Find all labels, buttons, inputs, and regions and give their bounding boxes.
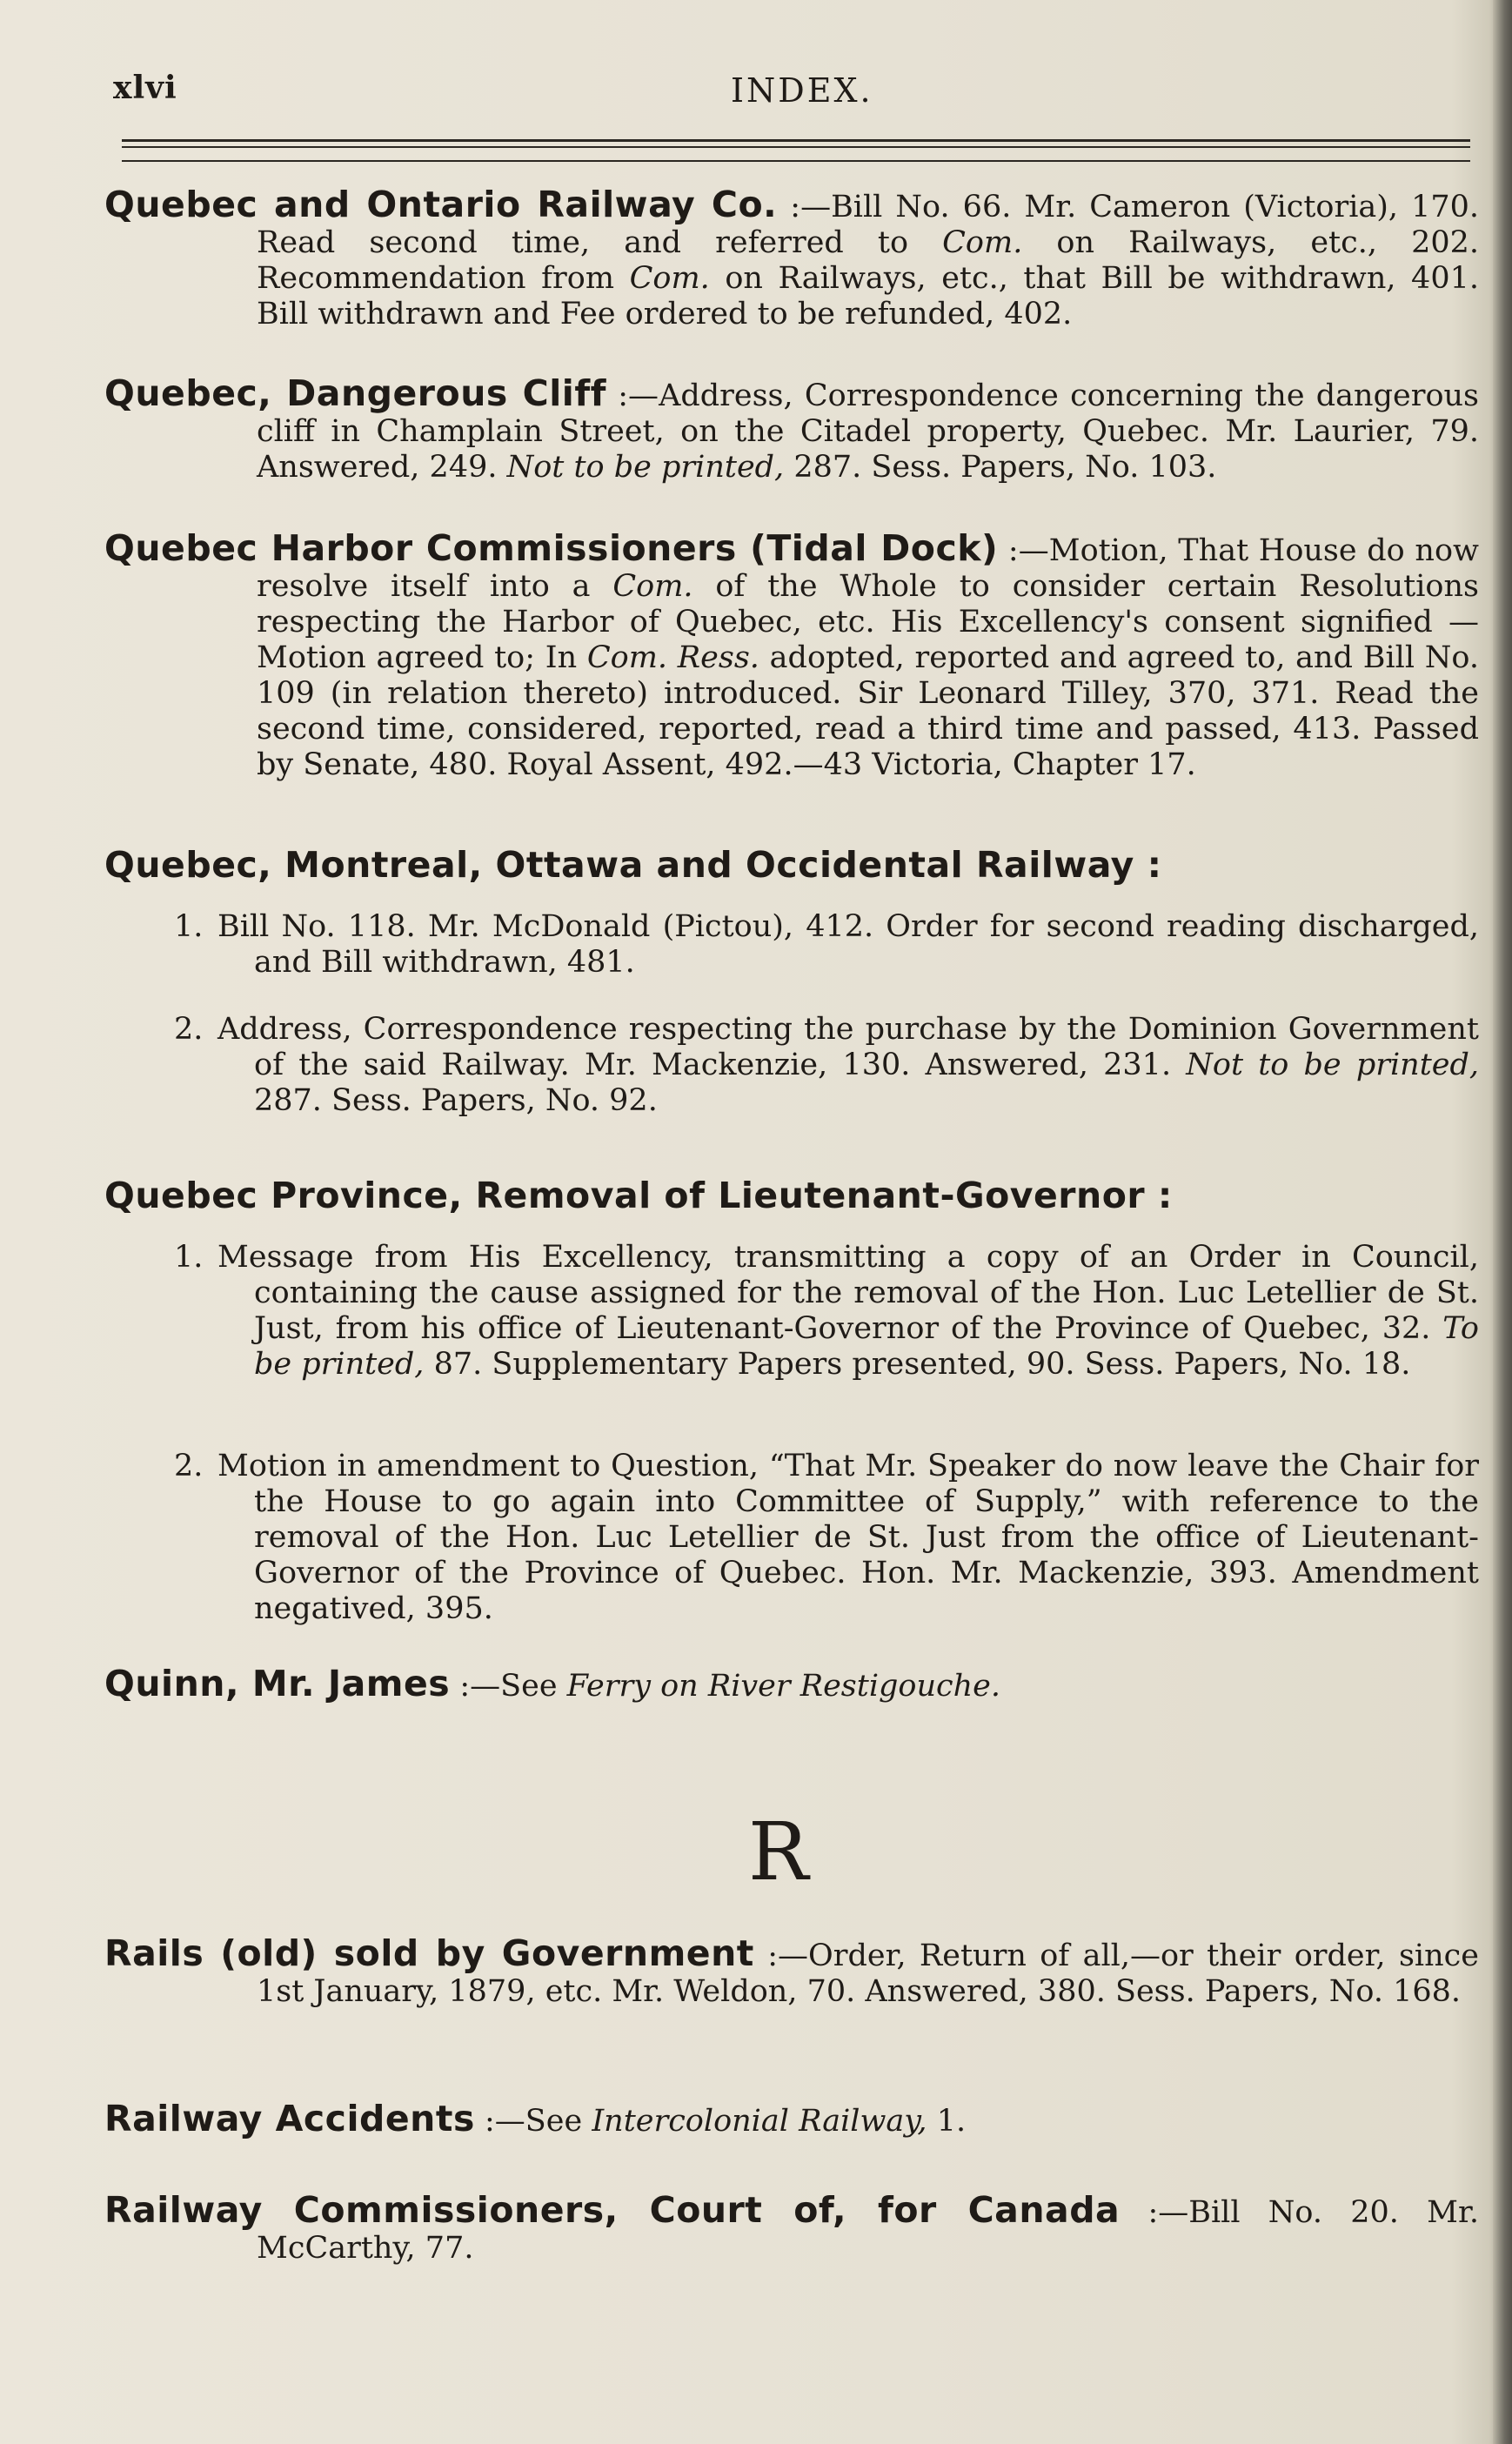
- header-rule: [122, 146, 1470, 148]
- entry-text: Motion in amendment to Question, “That Mr. Speaker do now leave the Chair for the House to go again into Committee of Supply,” with reference to the removal of the Hon. Luc Letellier de St. Just from the office of Lieutenant-Governor of the Province of Quebec. Hon. Mr. Mackenzie, 393. Amendment negatived, 395.: [217, 1449, 1479, 1626]
- index-entry-heading: [104, 844, 1162, 886]
- entry-heading: Quebec Province, Removal of Lieutenant-Governor: [104, 1175, 1146, 1216]
- entry-text: Address, Correspondence concerning the dangerous cliff in Champlain Street, on the Citadel property, Quebec. Mr. Laurier, 79. Answered, 249.: [257, 378, 1480, 485]
- subentry-number: 1.: [174, 1240, 204, 1275]
- entry-text: 287. Sess. Papers, No. 92.: [254, 1083, 658, 1118]
- entry-italic: Not to be printed,: [1186, 1048, 1480, 1082]
- entry-text: Bill No. 118. Mr. McDonald (Pictou), 412. Order for second reading discharged, and Bill withdrawn, 481.: [217, 909, 1479, 980]
- entry-heading: Quebec, Dangerous Cliff: [104, 372, 607, 414]
- header-rule: [122, 139, 1470, 142]
- entry-italic: Com. Ress.: [586, 640, 759, 675]
- index-entry: [104, 2189, 1479, 2267]
- entry-text: on Railways, etc., that Bill be withdrawn, 401. Bill withdrawn and Fee ordered to be refunded, 402.: [257, 261, 1479, 331]
- subentry-number: 1.: [174, 909, 204, 944]
- entry-text: Bill No. 20. Mr. McCarthy, 77.: [257, 2195, 1479, 2266]
- page-edge: [1493, 0, 1512, 2444]
- entry-separator: :—: [998, 533, 1049, 568]
- entry-heading: Quebec and Ontario Railway Co.: [104, 184, 778, 225]
- entry-text: See: [525, 2104, 592, 2139]
- index-subentry: [174, 909, 1479, 981]
- entry-separator: :: [1134, 844, 1162, 886]
- entry-heading: Quebec, Montreal, Ottawa and Occidental Railway: [104, 844, 1134, 886]
- entry-separator: :—: [777, 190, 832, 224]
- entry-text: on Railways, etc., 202. Recommendation from: [257, 225, 1479, 296]
- section-letter: R: [748, 1805, 809, 1898]
- entry-heading: Railway Accidents: [104, 2098, 475, 2139]
- index-entry: [104, 1663, 1479, 1704]
- entry-separator: :—: [1120, 2195, 1189, 2230]
- entry-heading: Railway Commissioners, Court of, for Canada: [104, 2189, 1121, 2231]
- index-entry: [104, 184, 1480, 332]
- entry-separator: :—: [474, 2104, 525, 2139]
- entry-italic: Not to be printed,: [506, 450, 785, 485]
- running-title: INDEX.: [731, 71, 873, 110]
- entry-italic: Com.: [942, 225, 1023, 260]
- entry-separator: :—: [450, 1669, 501, 1704]
- header-rule: [122, 160, 1470, 162]
- entry-separator: :—: [753, 1938, 809, 1973]
- index-subentry: [174, 1012, 1479, 1119]
- entry-text: See: [500, 1669, 567, 1704]
- entry-text: of the Whole to consider certain Resolutions respecting the Harbor of Quebec, etc. His Excellency's consent signified —Motion agreed to; In: [257, 569, 1479, 675]
- entry-heading: Quinn, Mr. James: [104, 1663, 451, 1704]
- index-subentry: [174, 1240, 1479, 1383]
- entry-heading: Quebec Harbor Commissioners (Tidal Dock): [104, 527, 999, 569]
- page-number: xlvi: [113, 70, 177, 106]
- index-subentry: [174, 1449, 1479, 1627]
- index-entry: [104, 1932, 1479, 2010]
- entry-separator: :—: [606, 378, 659, 413]
- entry-italic: To be printed,: [254, 1311, 1479, 1382]
- page-header: [113, 61, 1470, 113]
- entry-text: adopted, reported and agreed to, and Bill No. 109 (in relation thereto) introduced. Sir Leonard Tilley, 370, 371. Read the second time, considered, reported, read a third time and passed, 413. Passed by Senate, 480. Royal Assent, 492.—43 Victoria, Chapter 17.: [257, 640, 1479, 782]
- entry-italic: Com.: [629, 261, 710, 296]
- entry-italic: Intercolonial Railway,: [592, 2104, 927, 2139]
- entry-separator: :: [1145, 1175, 1173, 1216]
- index-entry: [104, 2098, 1479, 2139]
- entry-text: Address, Correspondence respecting the purchase by the Dominion Government of the said Railway. Mr. Mackenzie, 130. Answered, 231.: [217, 1012, 1479, 1082]
- entry-text: 1.: [927, 2104, 967, 2139]
- entry-text: Message from His Excellency, transmitting a copy of an Order in Council, containing the cause assigned for the removal of the Hon. Luc Letellier de St. Just, from his office of Lieutenant-Governor of the Province of Quebec, 32.: [217, 1240, 1479, 1346]
- entry-text: Order, Return of all,—or their order, since 1st January, 1879, etc. Mr. Weldon, 70. Answered, 380. Sess. Papers, No. 168.: [257, 1938, 1479, 2009]
- entry-text: Bill No. 66. Mr. Cameron (Victoria), 170. Read second time, and referred to: [257, 190, 1480, 260]
- entry-text: Motion, That House do now resolve itself into a: [257, 533, 1479, 604]
- entry-text: 87. Supplementary Papers presented, 90. Sess. Papers, No. 18.: [424, 1347, 1411, 1382]
- entry-italic: Ferry on River Restigouche.: [566, 1669, 1001, 1704]
- index-entry: [104, 372, 1480, 485]
- subentry-number: 2.: [174, 1449, 204, 1483]
- index-entry: [104, 527, 1479, 783]
- entry-italic: Com.: [612, 569, 693, 604]
- entry-text: 287. Sess. Papers, No. 103.: [784, 450, 1217, 485]
- entry-heading: Rails (old) sold by Government: [104, 1932, 754, 1974]
- index-entry-heading: [104, 1175, 1173, 1216]
- subentry-number: 2.: [174, 1012, 204, 1047]
